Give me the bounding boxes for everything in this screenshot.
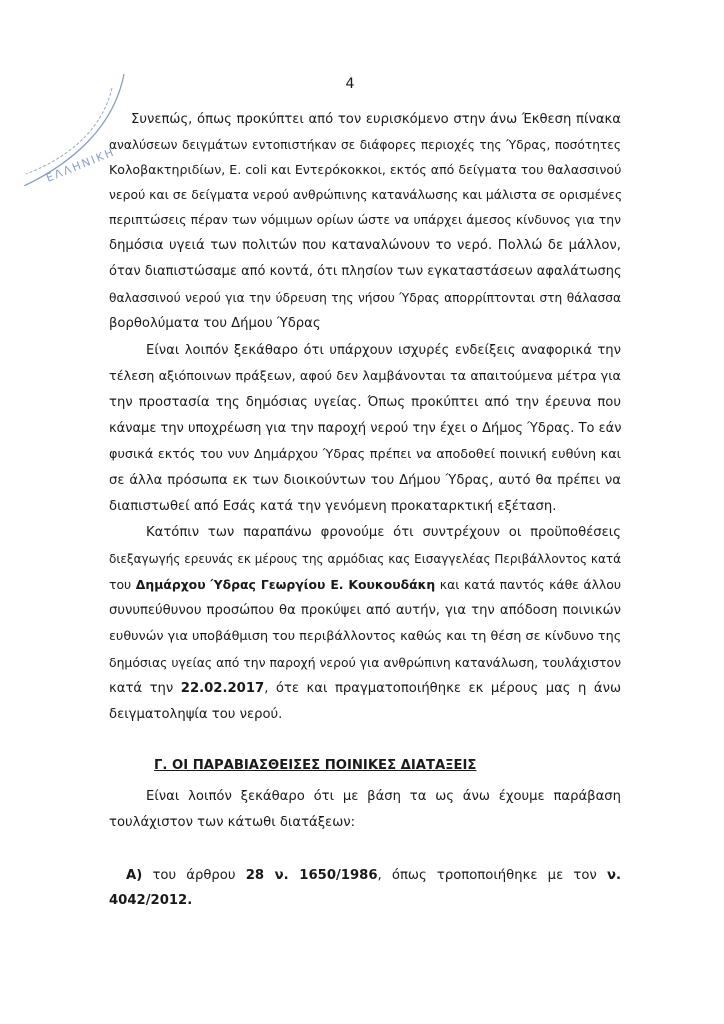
text-run: κατά την bbox=[109, 681, 181, 696]
text-line: δειγματοληψία του νερού. bbox=[109, 707, 283, 722]
text-line: θαλασσινού νερού για την ύδρευση της νήσου Ύδρας απορρίπτονται στη θάλασσα bbox=[109, 291, 621, 305]
page-number: 4 bbox=[345, 76, 355, 92]
law-reference: ν. bbox=[607, 868, 621, 883]
text-run: , ότε και πραγματοποιήθηκε εκ μέρους μας η άνω bbox=[264, 681, 621, 696]
date-bold: 22.02.2017 bbox=[180, 681, 265, 696]
text-line: συνυπεύθυνου προσώπου θα προκύψει από αυτήν, για την απόδοση ποινικών bbox=[109, 603, 621, 618]
text-run: και κατά παντός κάθε άλλου bbox=[435, 577, 621, 592]
text-line: Κολοβακτηριδίων, E. coli και Εντερόκοκκοι, εκτός από δείγματα του θαλασσινού bbox=[109, 162, 622, 177]
text-line: σε άλλα πρόσωπα εκ των διοικούντων του Δήμου Ύδρας, αυτό θα πρέπει να bbox=[109, 473, 621, 488]
text-line: Κατόπιν των παραπάνω φρονούμε ότι συντρέχουν οι προϋποθέσεις bbox=[146, 525, 621, 540]
text-line: διαπιστωθεί από Εσάς κατά την γενόμενη προκαταρκτική εξέταση. bbox=[109, 499, 557, 514]
text-line: Είναι λοιπόν ξεκάθαρο ότι υπάρχουν ισχυρές ενδείξεις αναφορικά την bbox=[146, 343, 621, 358]
list-item-a bbox=[126, 866, 621, 886]
law-reference: 28 ν. 1650/1986 bbox=[245, 868, 378, 883]
text-line: ευθυνών για υποβάθμιση του περιβάλλοντος καθώς και τη θέση σε κίνδυνο της bbox=[109, 629, 622, 644]
text-line: τουλάχιστον των κάτωθι διατάξεων: bbox=[109, 815, 356, 830]
text-line: τέλεση αξιόποινων πράξεων, αφού δεν λαμβάνονται τα απαιτούμενα μέτρα για bbox=[109, 369, 621, 384]
section-heading: Γ. ΟΙ ΠΑΡΑΒΙΑΣΘΕΙΣΕΣ ΠΟΙΝΙΚΕΣ ΔΙΑΤΑΞΕΙΣ bbox=[154, 758, 477, 773]
text-line: φυσικά εκτός του νυν Δημάρχου Ύδρας πρέπει να αποδοθεί ποινική ευθύνη και bbox=[109, 447, 621, 462]
text-run: , όπως τροποποιήθηκε με τον bbox=[377, 868, 607, 883]
text-line: νερού και σε δείγματα νερού ανθρώπινης κατανάλωσης και μάλιστα σε ορισμένες bbox=[109, 187, 623, 202]
mayor-name: Δημάρχου Ύδρας Γεωργίου Ε. Κουκουδάκη bbox=[135, 577, 436, 592]
text-line: κάναμε την υποχρέωση για την παροχή νερού την έχει ο Δήμος Ύδρας. Το εάν bbox=[109, 421, 622, 436]
text-line bbox=[109, 679, 621, 699]
text-line: βορθολύματα του Δήμου Ύδρας bbox=[109, 316, 321, 331]
text-line: αναλύσεων δειγμάτων εντοπιστήκαν σε διάφορες περιοχές της Ύδρας, ποσότητες bbox=[109, 138, 621, 152]
text-run: του άρθρου bbox=[142, 868, 246, 883]
text-line: όταν διαπιστώσαμε από κοντά, ότι πλησίον των εγκαταστάσεων αφαλάτωσης bbox=[109, 264, 622, 279]
text-run: του bbox=[109, 577, 136, 592]
text-line: Συνεπώς, όπως προκύπτει από τον ευρισκόμενο στην άνω Έκθεση πίνακα bbox=[131, 112, 621, 127]
text-line bbox=[109, 575, 621, 595]
text-line: διεξαγωγής ερευνάς εκ μέρους της αρμόδιας κας Εισαγγελέας Περιβάλλοντος κατά bbox=[109, 552, 621, 566]
text-line: την προστασία της δημόσιας υγείας. Όπως προκύπτει από την έρευνα που bbox=[109, 395, 621, 410]
stamp-text: ΕΛΛΗΝΙΚΗ bbox=[44, 145, 118, 185]
text-line: δημόσιας υγείας από την παροχή νερού για ανθρώπινη κατανάλωση, τουλάχιστον bbox=[109, 655, 621, 670]
law-reference-line: 4042/2012. bbox=[109, 893, 193, 908]
list-item-label: Α) bbox=[126, 868, 143, 883]
text-line: περιπτώσεις πέραν των νόμιμων ορίων ώστε να υπάρχει άμεσος κίνδυνος για την bbox=[109, 212, 621, 227]
text-line: δημόσια υγειά των πολιτών που καταναλώνουν το νερό. Πολλώ δε μάλλον, bbox=[109, 238, 621, 253]
text-line: Είναι λοιπόν ξεκάθαρο ότι με βάση τα ως άνω έχουμε παράβαση bbox=[146, 789, 621, 804]
